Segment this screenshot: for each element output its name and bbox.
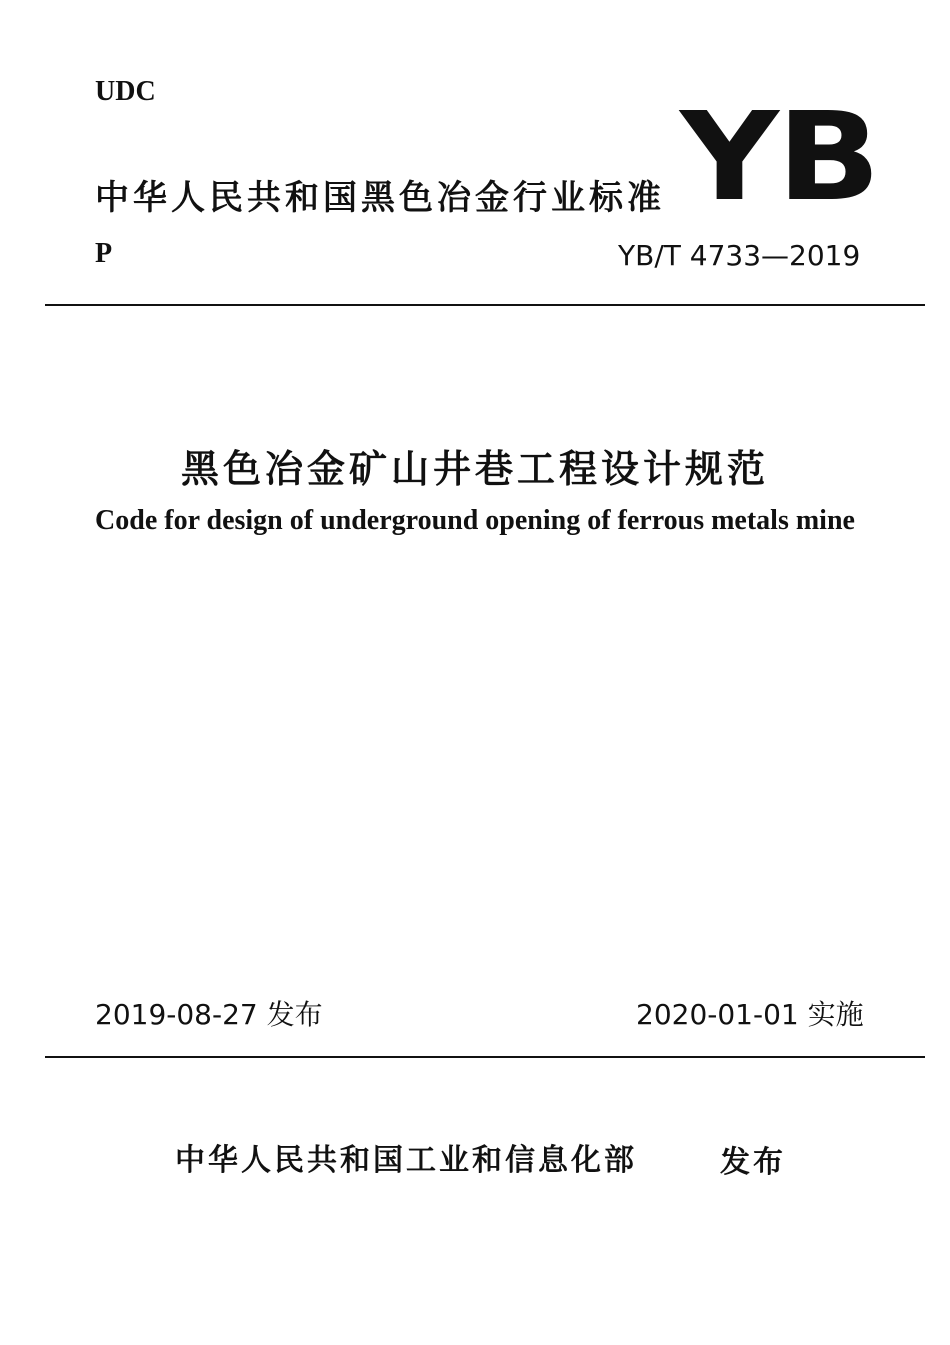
implementation-date: 2020-01-01 实施 [636,998,864,1031]
udc-label: UDC [95,76,156,107]
ccs-classification: P [95,238,113,269]
yb-logo: YB [680,86,879,228]
publish-label: 发布 [720,1145,786,1180]
publisher-name: 中华人民共和国工业和信息化部 [175,1143,637,1178]
issue-date: 2019-08-27 发布 [95,998,323,1031]
standard-number: YB/T 4733—2019 [618,239,861,272]
footer-divider [45,1056,925,1058]
header-divider [45,304,925,306]
document-title-chinese: 黑色冶金矿山井巷工程设计规范 [180,447,769,491]
document-title-english: Code for design of underground opening of ferrous metals mine [95,505,855,536]
industry-standard-title: 中华人民共和国黑色冶金行业标准 [95,178,665,218]
